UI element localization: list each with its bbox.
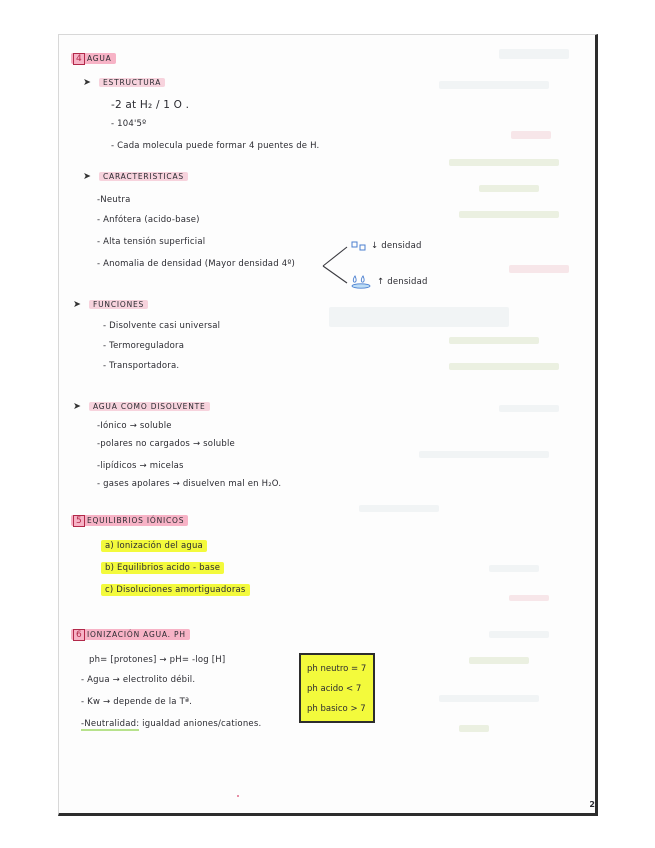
subheading-label: FUNCIONES	[89, 300, 148, 309]
bleed-through-mark	[509, 595, 549, 601]
ionizacion-item: - Agua → electrolito débil.	[81, 675, 196, 685]
bleed-through-mark	[459, 725, 489, 732]
section-5-heading	[71, 515, 188, 527]
equilibrios-item	[101, 541, 207, 551]
notebook-page	[58, 34, 598, 816]
bleed-through-mark	[489, 631, 549, 638]
caracteristicas-item: - Anomalia de densidad (Mayor densidad 4º)	[97, 259, 296, 269]
bleed-through-mark	[509, 265, 569, 273]
bleed-through-mark	[469, 657, 529, 664]
disolvente-item: -lipídicos → micelas	[97, 461, 184, 471]
section-number: 6	[73, 629, 85, 641]
funciones-item: - Disolvente casi universal	[103, 321, 221, 331]
bleed-through-mark	[439, 81, 549, 89]
disolvente-heading	[73, 401, 210, 412]
section-4-heading	[71, 53, 116, 65]
neutralidad-text: igualdad aniones/cationes.	[142, 719, 262, 729]
ionizacion-item: - Kw → depende de la Tª.	[81, 697, 193, 707]
ice-cubes-icon	[351, 241, 369, 253]
bleed-through-mark	[419, 451, 549, 458]
ionizacion-item: ph= [protones] → pH= -log [H]	[89, 655, 226, 665]
bleed-through-mark	[511, 131, 551, 139]
bleed-through-mark	[449, 159, 559, 166]
ionizacion-item	[81, 719, 261, 729]
page-number: 2	[589, 800, 595, 809]
bleed-through-mark	[359, 505, 439, 512]
bleed-through-mark	[499, 405, 559, 412]
section-title: EQUILIBRIOS IÓNICOS	[86, 516, 185, 525]
bleed-through-mark	[479, 185, 539, 192]
bleed-through-mark	[329, 307, 509, 327]
disolvente-item: - gases apolares → disuelven mal en H₂O.	[97, 479, 282, 489]
pink-dot	[237, 795, 239, 797]
ph-summary-box	[299, 653, 375, 723]
section-6-heading	[71, 629, 190, 641]
disolvente-item: -Iónico → soluble	[97, 421, 172, 431]
caracteristicas-heading	[83, 171, 188, 182]
ph-acido: ph acido < 7	[307, 684, 362, 694]
bleed-through-mark	[459, 211, 559, 218]
highlighted-text: c) Disoluciones amortiguadoras	[101, 584, 250, 596]
bleed-through-mark	[499, 49, 569, 59]
caracteristicas-item: - Anfótera (acido-base)	[97, 215, 200, 225]
funciones-heading	[73, 299, 148, 310]
caracteristicas-item: - Alta tensión superficial	[97, 237, 206, 247]
highlighted-text: b) Equilibrios acido - base	[101, 562, 224, 574]
arrow-bullet-icon: ➤	[73, 299, 82, 310]
water-drop-icon	[351, 275, 375, 289]
subheading-label: ESTRUCTURA	[99, 78, 165, 87]
estructura-item: -2 at H₂ / 1 O .	[111, 99, 190, 111]
caracteristicas-item: -Neutra	[97, 195, 131, 205]
density-low-label: ↓ densidad	[371, 241, 422, 251]
bleed-through-mark	[449, 363, 559, 370]
section-title: IONIZACIÓN AGUA. PH	[86, 630, 186, 639]
section-number: 5	[73, 515, 85, 527]
arrow-bullet-icon: ➤	[83, 171, 92, 182]
disolvente-item: -polares no cargados → soluble	[97, 439, 235, 449]
ph-neutro: ph neutro = 7	[307, 664, 367, 674]
arrow-bullet-icon: ➤	[83, 77, 92, 88]
estructura-item: - 104'5º	[111, 119, 147, 129]
section-title: AGUA	[86, 54, 112, 63]
funciones-item: - Transportadora.	[103, 361, 180, 371]
estructura-heading	[83, 77, 165, 88]
neutralidad-label: -Neutralidad:	[81, 719, 140, 729]
bleed-through-mark	[449, 337, 539, 344]
equilibrios-item	[101, 585, 250, 595]
funciones-item: - Termoreguladora	[103, 341, 185, 351]
equilibrios-item	[101, 563, 224, 573]
estructura-item: - Cada molecula puede formar 4 puentes de H.	[111, 141, 320, 151]
bleed-through-mark	[439, 695, 539, 702]
ph-basico: ph basico > 7	[307, 704, 366, 714]
subheading-label: AGUA COMO DISOLVENTE	[89, 402, 210, 411]
highlighted-text: a) Ionización del agua	[101, 540, 207, 552]
subheading-label: CARACTERISTICAS	[99, 172, 188, 181]
bleed-through-mark	[489, 565, 539, 572]
arrow-bullet-icon: ➤	[73, 401, 82, 412]
density-high-label: ↑ densidad	[377, 277, 428, 287]
section-number: 4	[73, 53, 85, 65]
